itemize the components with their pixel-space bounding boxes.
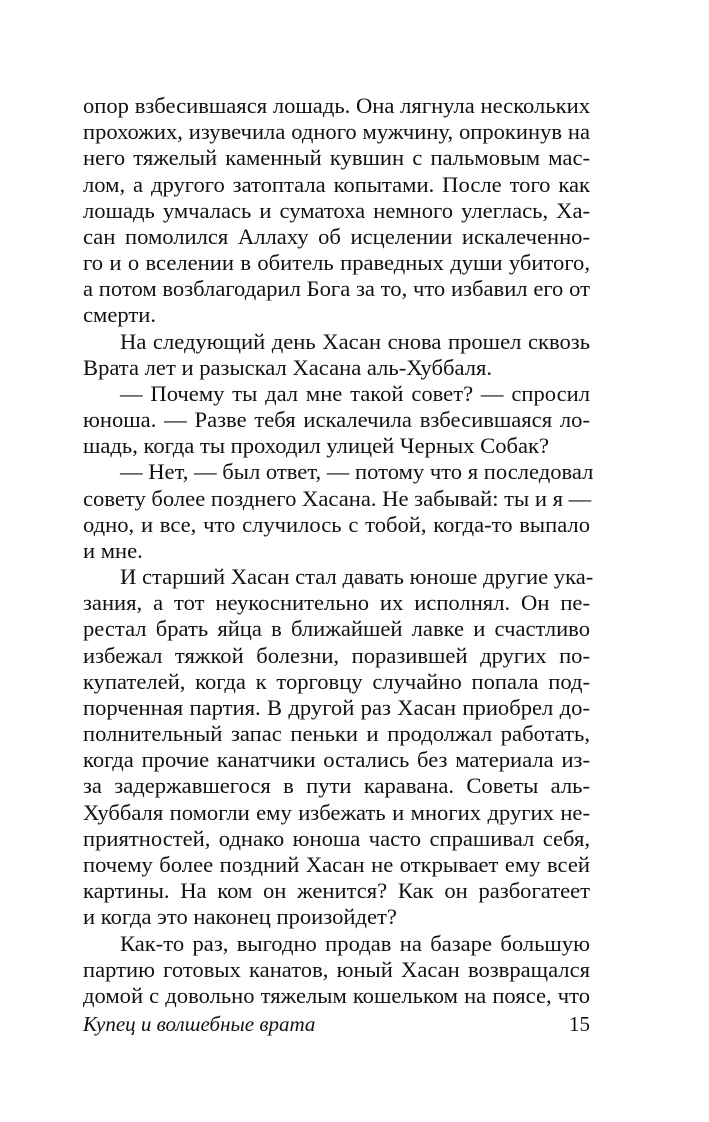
text-line: Хуббаля помогли ему избежать и многих других не- — [83, 799, 590, 825]
text-line: — Нет, — был ответ, — потому что я последовал — [120, 459, 594, 485]
text-line: И старший Хасан стал давать юноше другие ука- — [120, 564, 594, 590]
text-line: лошадь умчалась и суматоха немного улеглась, Ха- — [83, 197, 590, 223]
text-line: зания, а тот неукоснительно их исполнял. Он пе- — [83, 590, 590, 616]
text-line: домой с довольно тяжелым кошельком на поясе, что — [83, 982, 590, 1008]
text-line: прохожих, изувечила одного мужчину, опрокинув на — [83, 119, 590, 145]
text-line: за задержавшегося в пути каравана. Советы аль- — [83, 773, 590, 799]
text-line: сан помолился Аллаху об исцелении искалеченно- — [83, 223, 590, 249]
body-text — [83, 93, 594, 1009]
text-line: и когда это наконец произойдет? — [83, 904, 397, 930]
text-line: смерти. — [83, 302, 156, 328]
text-line: одно, и все, что случилось с тобой, когда-то выпало — [83, 511, 590, 537]
text-line: почему более поздний Хасан не открывает ему всей — [83, 851, 590, 877]
text-line: картины. На ком он женится? Как он разбогатеет — [83, 878, 590, 904]
text-line: шадь, когда ты проходил улицей Черных Собак? — [83, 433, 550, 459]
text-line: юноша. — Разве тебя искалечила взбесившаяся ло- — [83, 407, 590, 433]
text-line: рестал брать яйца в ближайшей лавке и счастливо — [83, 616, 590, 642]
text-line: опор взбесившаяся лошадь. Она лягнула нескольких — [83, 93, 590, 118]
text-line: приятностей, однако юноша часто спрашивал себя, — [83, 825, 590, 851]
text-line: На следующий день Хасан снова прошел сквозь — [120, 328, 590, 354]
page-number: 15 — [569, 1012, 590, 1036]
text-line: Врата лет и разыскал Хасана аль-Хуббаля. — [83, 354, 493, 380]
text-line: а потом возблагодарил Бога за то, что избавил его от — [83, 276, 590, 302]
text-line: Как-то раз, выгодно продав на базаре большую — [120, 930, 590, 956]
text-line: совету более позднего Хасана. Не забывай: ты и я — — [83, 485, 592, 511]
text-line: партию готовых канатов, юный Хасан возвращался — [83, 956, 590, 982]
text-line: лом, а другого затоптала копытами. После того как — [83, 171, 590, 197]
text-line: полнительный запас пеньки и продолжал работать, — [83, 721, 590, 747]
text-line: порченная партия. В другой раз Хасан приобрел до- — [83, 694, 590, 720]
text-line: — Почему ты дал мне такой совет? — спросил — [120, 380, 590, 406]
text-line: го и о вселении в обитель праведных души убитого, — [83, 250, 590, 276]
text-line: избежал тяжкой болезни, поразившей других по- — [83, 642, 590, 668]
running-footer-title: Купец и волшебные врата — [83, 1012, 316, 1036]
text-line: и мне. — [83, 537, 143, 563]
text-line: него тяжелый каменный кувшин с пальмовым мас- — [83, 145, 590, 171]
text-line: когда прочие канатчики остались без материала из- — [83, 747, 590, 773]
text-line: купателей, когда к торговцу случайно попала под- — [83, 668, 590, 694]
